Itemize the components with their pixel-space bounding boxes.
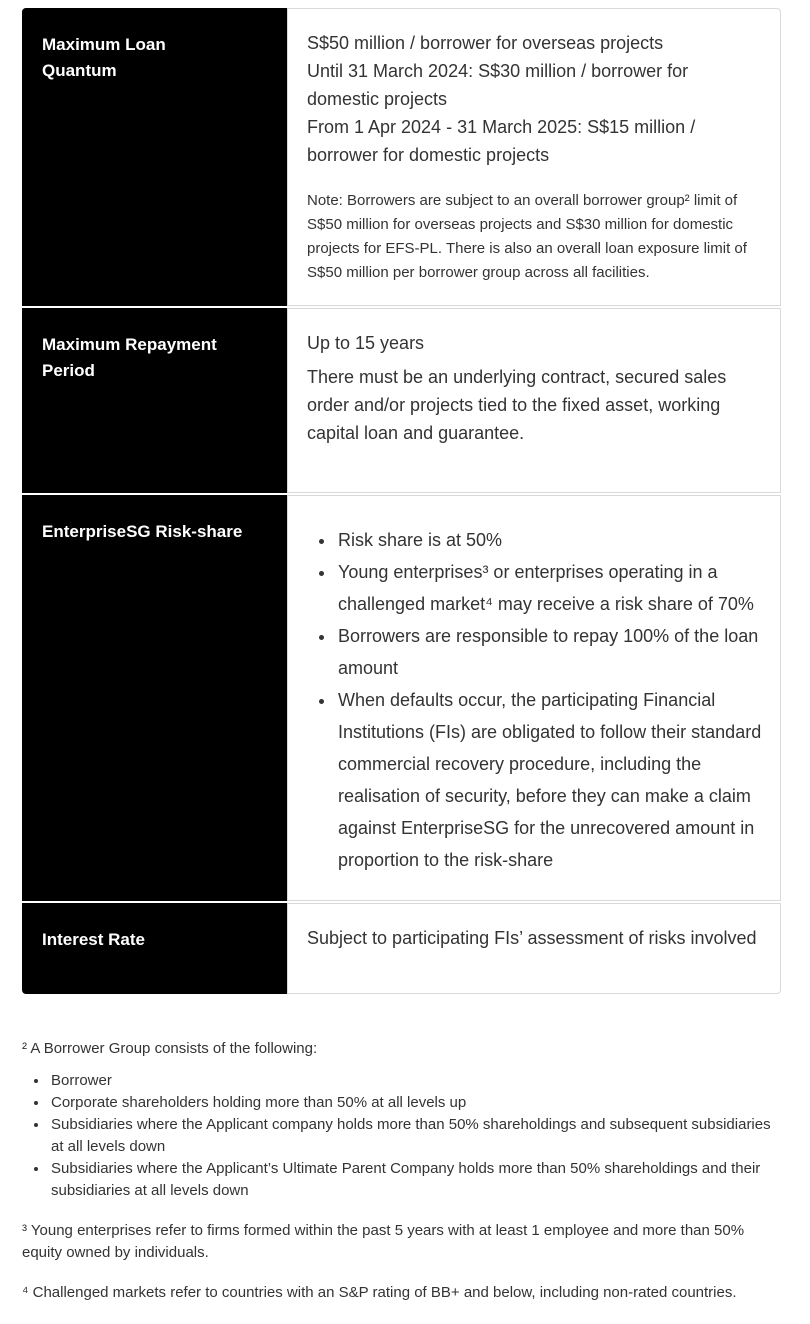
- row-header-label: Interest Rate: [42, 930, 145, 949]
- content-line: From 1 Apr 2024 - 31 March 2025: S$15 million / borrower for domestic projects: [307, 117, 696, 165]
- footnote-body: A Borrower Group consists of the following:: [30, 1040, 318, 1057]
- bullet-item: • Borrowers are responsible to repay 100% of the loan amount: [336, 620, 762, 684]
- footnote-body: Challenged markets refer to countries with an S&P rating of BB+ and below, including non-rated countries.: [32, 1284, 737, 1301]
- footnote-bullet-list: [22, 1070, 781, 1202]
- footnote-marker: ³: [22, 1222, 27, 1239]
- footnote-marker: ²: [22, 1040, 27, 1057]
- row-header-cell: [22, 8, 287, 306]
- row-header-label: EnterpriseSG Risk-share: [42, 522, 243, 541]
- row-content-cell: [287, 903, 781, 994]
- footnote: [22, 1282, 781, 1304]
- content-paragraph: There must be an underlying contract, secured sales order and/or projects tied to the fixed asset, working capital loan and guarantee.: [307, 367, 727, 443]
- loan-scheme-table: [22, 8, 781, 994]
- footnote: [22, 1220, 781, 1264]
- row-header-cell: [22, 903, 287, 994]
- footnote-bullet-item: • Borrower: [49, 1070, 781, 1092]
- row-header-label: Maximum Repayment Period: [42, 335, 217, 380]
- row-header-cell: [22, 495, 287, 901]
- content-paragraph: Up to 15 years: [307, 333, 425, 353]
- footnotes-section: [22, 1038, 781, 1304]
- bullet-item: • Young enterprises³ or enterprises operating in a challenged market⁴ may receive a risk share of 70%: [336, 556, 762, 620]
- footnote-bullet-item: • Subsidiaries where the Applicant company holds more than 50% shareholdings and subsequent subsidiaries at all levels down: [49, 1114, 781, 1158]
- footnote: [22, 1038, 781, 1202]
- bullet-item: • Risk share is at 50%: [336, 524, 762, 556]
- row-content-cell: [287, 8, 781, 306]
- content-line: S$50 million / borrower for overseas projects: [307, 33, 664, 53]
- row-content-cell: [287, 308, 781, 493]
- row-content-cell: [287, 495, 781, 901]
- row-header-label: Maximum Loan Quantum: [42, 35, 166, 80]
- content-note: Note: Borrowers are subject to an overall borrower group² limit of S$50 million for overseas projects and S$30 million for domestic projects for EFS-PL. There is also an overall loan exposure limit of S$50 million per borrower group across all facilities.: [307, 192, 747, 281]
- footnote-text: [22, 1038, 781, 1060]
- footnote-text: [22, 1220, 781, 1264]
- content-paragraph: Subject to participating FIs’ assessment of risks involved: [307, 928, 757, 948]
- row-header-cell: [22, 308, 287, 493]
- bullet-item: • When defaults occur, the participating Financial Institutions (FIs) are obligated to follow their standard commercial recovery procedure, including the realisation of security, before they can make a claim against EnterpriseSG for the unrecovered amount in proportion to the risk-share: [336, 684, 762, 876]
- content-line: Until 31 March 2024: S$30 million / borrower for domestic projects: [307, 61, 689, 109]
- footnote-body: Young enterprises refer to firms formed within the past 5 years with at least 1 employee and more than 50% equity owned by individuals.: [22, 1222, 745, 1261]
- footnote-bullet-item: • Corporate shareholders holding more than 50% at all levels up: [49, 1092, 781, 1114]
- footnote-marker: ⁴: [22, 1284, 29, 1301]
- footnote-bullet-item: • Subsidiaries where the Applicant’s Ultimate Parent Company holds more than 50% shareholdings and their subsidiaries at all levels down: [49, 1158, 781, 1202]
- bullet-list: [307, 524, 762, 876]
- footnote-text: [22, 1282, 781, 1304]
